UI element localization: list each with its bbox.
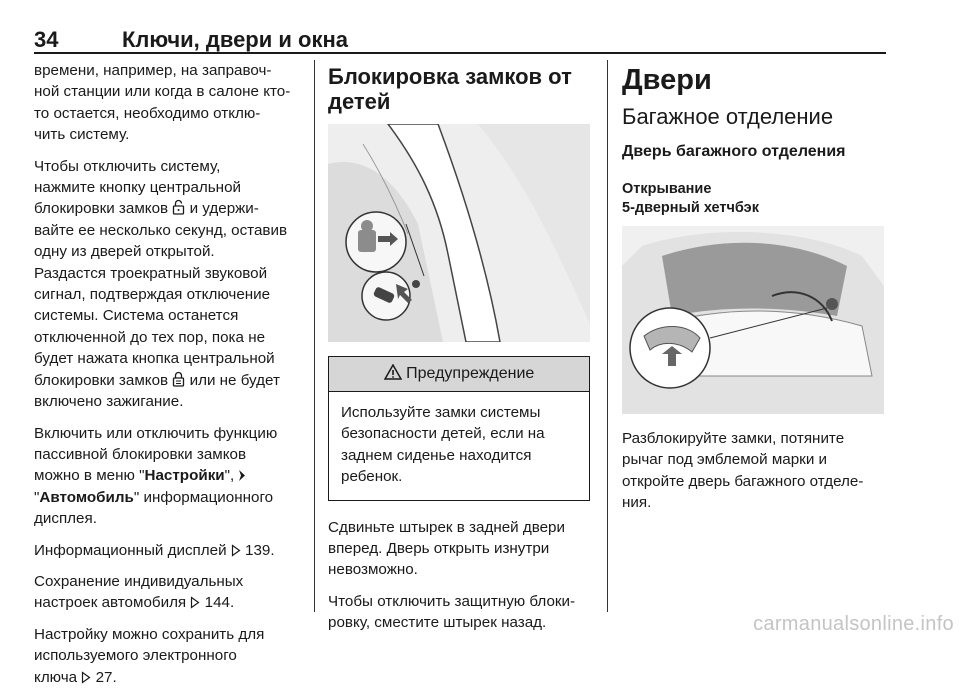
paragraph-2: Чтобы отключить систему, нажмите кнопку центральной блокировки замков и удержи- вайте ее несколько секунд, оставив одну из дверей открытой. Раздастся троекратный звуковой сигнал, подтверждая отключение системы. Система останется отключенной до тех пор, пока не будет нажата кнопка центральной блокировки замков или не будет включено зажигание. (34, 157, 288, 411)
subsection-title: Дверь багажного отделения (622, 143, 846, 160)
paragraph-2: Чтобы отключить защитную блоки- ровку, сместите штырек назад. (328, 592, 576, 632)
page-number: 34 (34, 27, 59, 52)
unlock-icon (172, 199, 185, 215)
section-title: Багажное отделение (622, 104, 834, 129)
reference-arrow-icon (231, 544, 241, 557)
section-heading: Блокировка замков от детей (328, 64, 572, 114)
child-lock-illustration (328, 124, 590, 342)
warning-triangle-icon (384, 364, 402, 380)
reference-arrow-icon (190, 596, 200, 609)
page-title: Ключи, двери и окна (122, 27, 348, 52)
warning-title: Предупреждение (406, 365, 535, 382)
paragraph-6: Настройку можно сохранить для используемого электронного ключа 27. (34, 625, 265, 686)
column-2 (328, 60, 590, 644)
paragraph-1: Сдвиньте штырек в задней двери вперед. Дверь открыть изнутри невозможно. (328, 518, 565, 579)
column-1 (34, 60, 302, 698)
chapter-title: Двери (622, 64, 712, 96)
reference-arrow-icon (81, 671, 91, 684)
page-header (34, 27, 886, 53)
paragraph-1: Разблокируйте замки, потяните рычаг под эмблемой марки и откройте дверь багажного отделе- ния. (622, 430, 864, 512)
warning-body: Используйте замки системы безопасности детей, если на заднем сиденье находится ребенок. (341, 404, 545, 486)
watermark: carmanualsonline.info (753, 613, 954, 635)
warning-header (329, 357, 589, 392)
lock-icon (172, 371, 185, 387)
tailgate-drawing (622, 226, 884, 414)
paragraph-4: Информационный дисплей 139. (34, 541, 275, 559)
warning-box (328, 356, 590, 501)
label-hatchback: 5-дверный хетчбэк (622, 200, 759, 216)
paragraph-1: времени, например, на заправоч- ной станции или когда в салоне кто- то остается, необходимо отклю- чить систему. (34, 62, 291, 144)
header-rule (34, 52, 886, 54)
paragraph-3: Включить или отключить функцию пассивной блокировки замков можно в меню "Настройки", "Автомобиль" информационного дисплея. (34, 424, 278, 528)
column-divider-1 (314, 60, 315, 612)
label-opening: Открывание (622, 181, 712, 197)
paragraph-5: Сохранение индивидуальных настроек автомобиля 144. (34, 572, 244, 612)
child-lock-drawing (328, 124, 590, 342)
column-3 (622, 60, 886, 524)
column-divider-2 (607, 60, 608, 612)
arrow-right-icon (238, 469, 246, 482)
tailgate-illustration (622, 226, 884, 414)
